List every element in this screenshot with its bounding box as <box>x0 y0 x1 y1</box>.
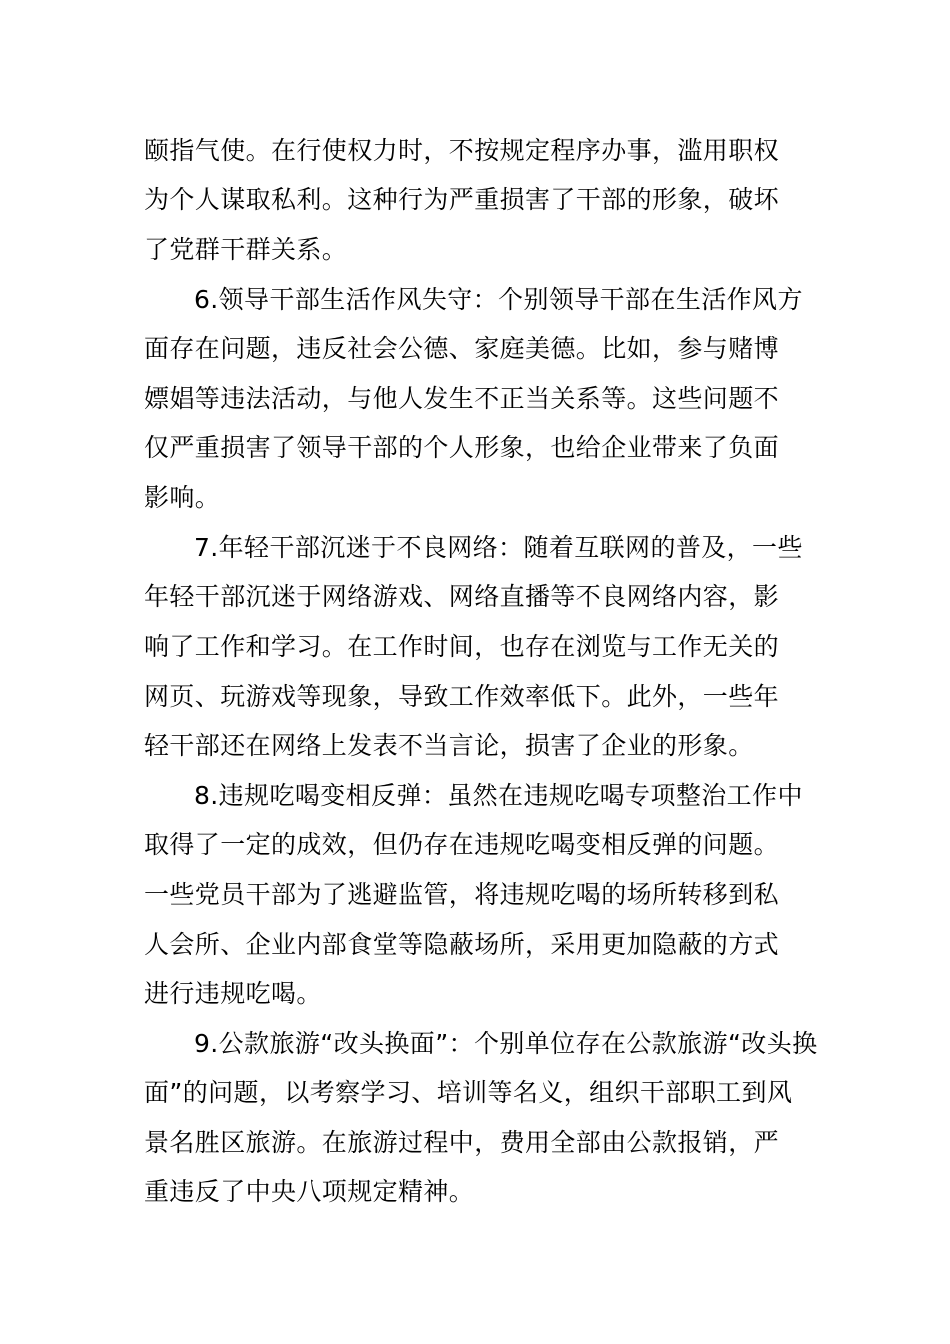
text-line: 面”的问题，以考察学习、培训等名义，组织干部职工到风 <box>144 1078 793 1107</box>
text-line: 了党群干群关系。 <box>144 235 348 264</box>
text-line: 面存在问题，违反社会公德、家庭美德。比如，参与赌博 <box>144 334 780 363</box>
text-line: 进行违规吃喝。 <box>144 979 322 1008</box>
text-line: 嫖娼等违法活动，与他人发生不正当关系等。这些问题不 <box>144 384 780 413</box>
text-line: 为个人谋取私利。这种行为严重损害了干部的形象，破坏 <box>144 185 780 214</box>
paragraph-6-start: 6.领导干部生活作风失守：个别领导干部在生活作风方 <box>194 285 803 314</box>
text-line: 响了工作和学习。在工作时间，也存在浏览与工作无关的 <box>144 632 780 661</box>
text-line: 颐指气使。在行使权力时，不按规定程序办事，滥用职权 <box>144 136 780 165</box>
text-line: 网页、玩游戏等现象，导致工作效率低下。此外，一些年 <box>144 682 780 711</box>
text-line: 仅严重损害了领导干部的个人形象，也给企业带来了负面 <box>144 433 780 462</box>
paragraph-7-start: 7.年轻干部沉迷于不良网络：随着互联网的普及，一些 <box>194 533 803 562</box>
paragraph-9-start: 9.公款旅游“改头换面”：个别单位存在公款旅游“改头换 <box>194 1029 818 1058</box>
text-line: 年轻干部沉迷于网络游戏、网络直播等不良网络内容，影 <box>144 582 780 611</box>
text-line: 一些党员干部为了逃避监管，将违规吃喝的场所转移到私 <box>144 880 780 909</box>
paragraph-8-start: 8.违规吃喝变相反弹：虽然在违规吃喝专项整治工作中 <box>194 781 803 810</box>
text-line: 轻干部还在网络上发表不当言论，损害了企业的形象。 <box>144 731 754 760</box>
text-line: 景名胜区旅游。在旅游过程中，费用全部由公款报销，严 <box>144 1128 780 1157</box>
text-line: 重违反了中央八项规定精神。 <box>144 1177 475 1206</box>
text-line: 影响。 <box>144 483 221 512</box>
text-line: 人会所、企业内部食堂等隐蔽场所，采用更加隐蔽的方式 <box>144 930 780 959</box>
text-line: 取得了一定的成效，但仍存在违规吃喝变相反弹的问题。 <box>144 830 780 859</box>
